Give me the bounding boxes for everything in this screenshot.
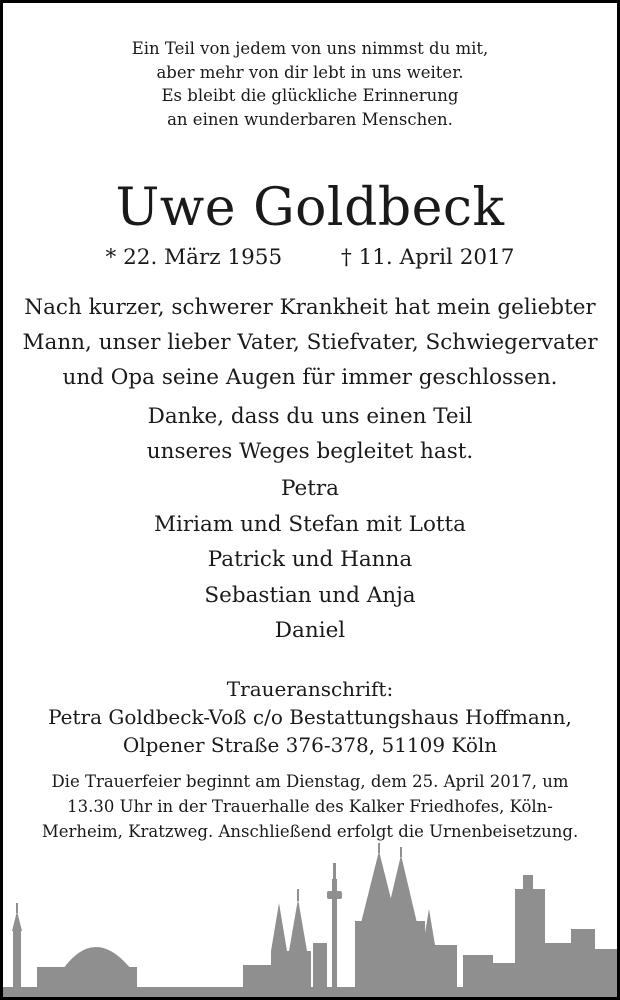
family-member: Patrick und Hanna bbox=[207, 547, 413, 572]
birth-date: * 22. März 1955 bbox=[105, 245, 283, 270]
address-line: Olpener Straße 376-378, 51109 Köln bbox=[122, 733, 498, 757]
ceremony-info bbox=[3, 769, 617, 844]
ceremony-line: Merheim, Kratzweg. Anschließend erfolgt die Urnenbeisetzung. bbox=[41, 822, 579, 841]
announcement-text bbox=[3, 290, 617, 395]
deceased-name: Uwe Goldbeck bbox=[115, 178, 505, 238]
poem-line: aber mehr von dir lebt in uns weiter. bbox=[156, 62, 464, 82]
thanks-text bbox=[3, 399, 617, 469]
family-member: Sebastian und Anja bbox=[204, 582, 416, 608]
death-date: † 11. April 2017 bbox=[340, 245, 515, 270]
family-names bbox=[3, 471, 617, 649]
poem bbox=[3, 37, 617, 131]
announcement-line: Nach kurzer, schwerer Krankheit hat mein geliebter bbox=[24, 295, 596, 320]
life-dates bbox=[3, 243, 617, 273]
mourning-address bbox=[3, 675, 617, 759]
address-line: Petra Goldbeck-Voß c/o Bestattungshaus Hoffmann, bbox=[48, 705, 572, 729]
poem-line: Ein Teil von jedem von uns nimmst du mit, bbox=[131, 39, 489, 58]
ceremony-line: 13.30 Uhr in der Trauerhalle des Kalker Friedhofes, Köln- bbox=[67, 797, 553, 816]
announcement-line: Mann, unser lieber Vater, Stiefvater, Schwiegervater bbox=[22, 330, 598, 355]
announcement-line: und Opa seine Augen für immer geschlossen. bbox=[62, 365, 558, 390]
thanks-line: Danke, dass du uns einen Teil bbox=[147, 404, 473, 429]
cologne-skyline-image bbox=[3, 839, 617, 997]
ceremony-line: Die Trauerfeier beginnt am Dienstag, dem 25. April 2017, um bbox=[51, 772, 569, 791]
thanks-line: unseres Weges begleitet hast. bbox=[146, 439, 474, 464]
poem-line: Es bleibt die glückliche Erinnerung bbox=[161, 86, 459, 105]
poem-line: an einen wunderbaren Menschen. bbox=[167, 109, 453, 129]
family-member: Miriam und Stefan mit Lotta bbox=[154, 511, 466, 537]
family-member: Daniel bbox=[274, 618, 346, 643]
address-heading: Traueranschrift: bbox=[226, 677, 394, 701]
family-member: Petra bbox=[281, 476, 339, 501]
